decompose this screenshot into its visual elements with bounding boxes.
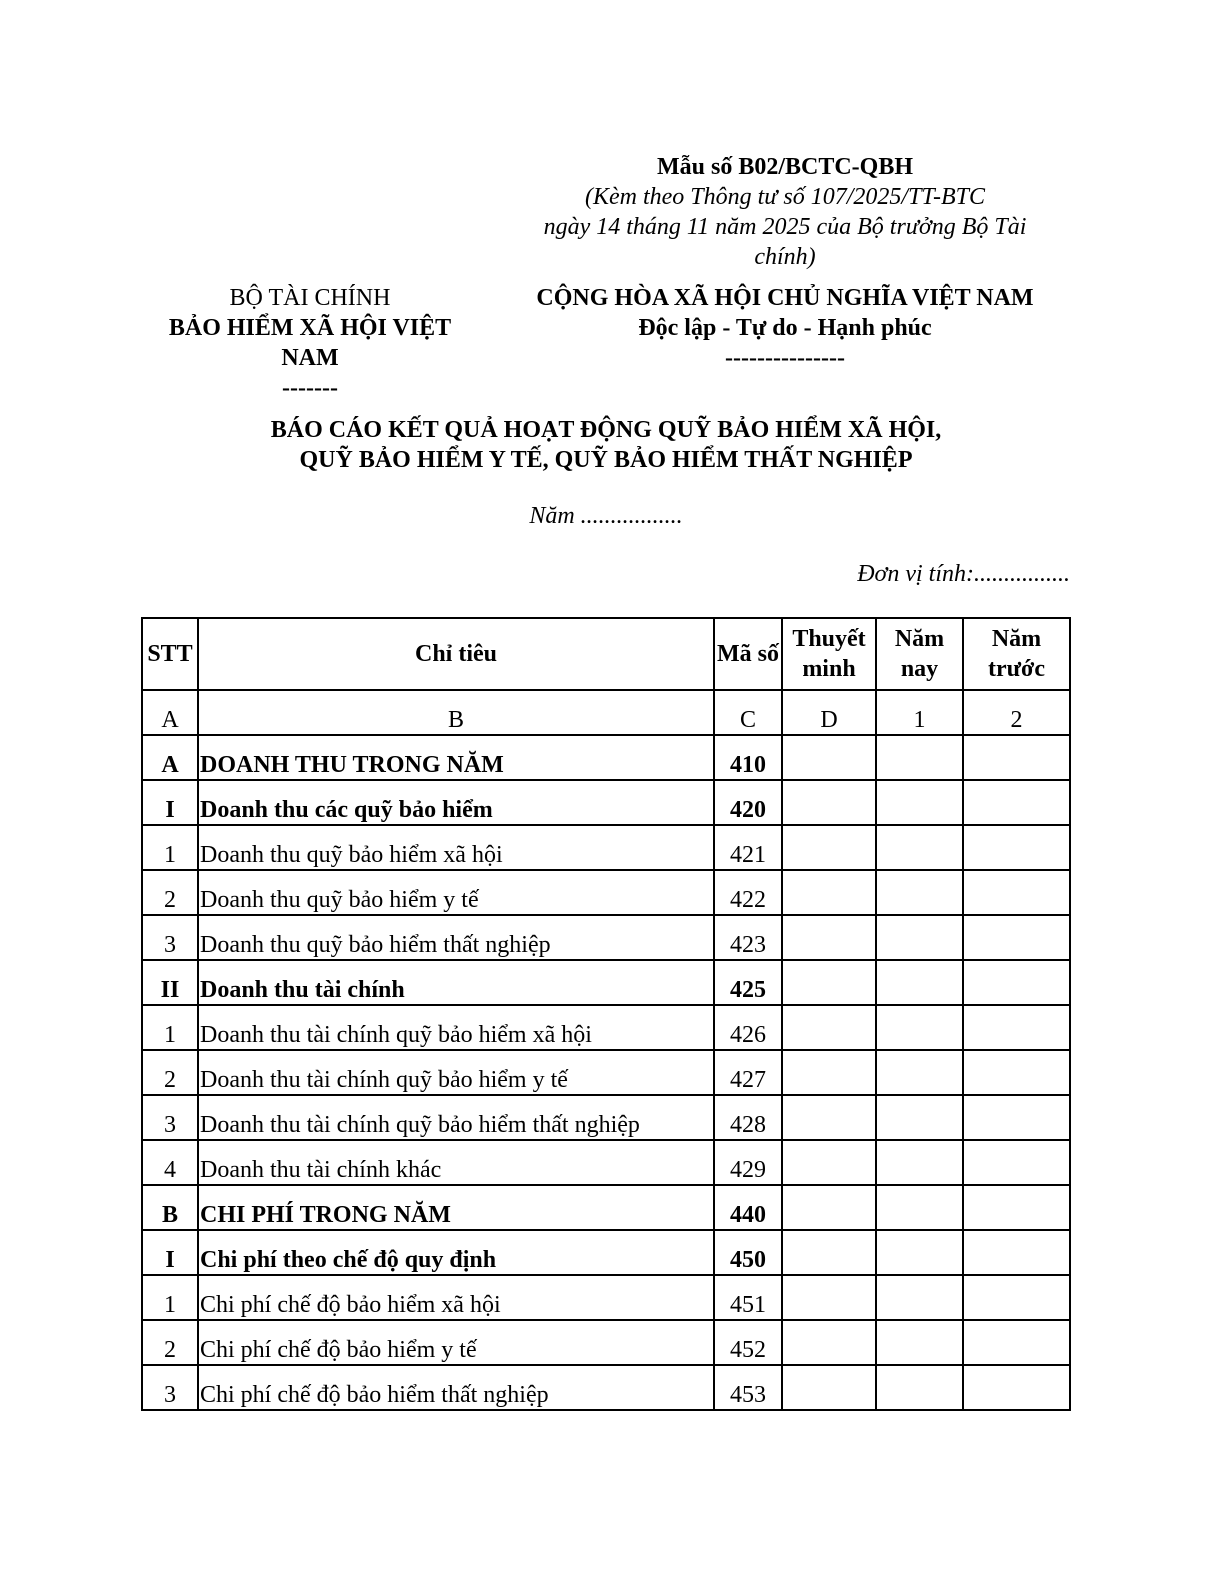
row-stt: 3 — [142, 1365, 198, 1410]
report-table — [141, 617, 1071, 1411]
row-this-year — [876, 780, 963, 825]
row-indicator: Chi phí theo chế độ quy định — [198, 1230, 714, 1275]
row-explanation — [782, 1275, 876, 1320]
row-stt: 4 — [142, 1140, 198, 1185]
row-last-year — [963, 1140, 1070, 1185]
table-row — [142, 1050, 1070, 1095]
row-this-year — [876, 825, 963, 870]
row-stt: 1 — [142, 825, 198, 870]
row-code: 440 — [714, 1185, 782, 1230]
row-stt: 2 — [142, 1050, 198, 1095]
report-title — [140, 415, 1072, 475]
row-last-year — [963, 825, 1070, 870]
header-stt: STT — [142, 618, 198, 690]
row-code: 426 — [714, 1005, 782, 1050]
column-letter: D — [782, 690, 876, 735]
column-letter-row — [142, 690, 1070, 735]
unit-of-measure: Đơn vị tính:................ — [857, 561, 1070, 587]
header-indicator: Chỉ tiêu — [198, 618, 714, 690]
row-this-year — [876, 1320, 963, 1365]
row-last-year — [963, 1230, 1070, 1275]
nation-separator: --------------- — [725, 345, 845, 371]
row-indicator: Chi phí chế độ bảo hiểm thất nghiệp — [198, 1365, 714, 1410]
row-stt: 1 — [142, 1005, 198, 1050]
header-code: Mã số — [714, 618, 782, 690]
row-indicator: Chi phí chế độ bảo hiểm y tế — [198, 1320, 714, 1365]
row-code: 422 — [714, 870, 782, 915]
form-note-line-2: ngày 14 tháng 11 năm 2025 của Bộ trưởng Bộ Tài — [543, 214, 1027, 240]
table-row — [142, 1185, 1070, 1230]
row-indicator: Doanh thu quỹ bảo hiểm thất nghiệp — [198, 915, 714, 960]
row-this-year — [876, 1005, 963, 1050]
row-indicator: Doanh thu quỹ bảo hiểm xã hội — [198, 825, 714, 870]
row-last-year — [963, 1005, 1070, 1050]
table-row — [142, 915, 1070, 960]
row-stt: II — [142, 960, 198, 1005]
national-motto: Độc lập - Tự do - Hạnh phúc — [638, 315, 932, 341]
row-code: 451 — [714, 1275, 782, 1320]
row-indicator: Doanh thu tài chính quỹ bảo hiểm thất nghiệp — [198, 1095, 714, 1140]
row-code: 428 — [714, 1095, 782, 1140]
table-row — [142, 1230, 1070, 1275]
row-this-year — [876, 1275, 963, 1320]
table-row — [142, 1320, 1070, 1365]
table-row — [142, 1095, 1070, 1140]
report-title-line-1: BÁO CÁO KẾT QUẢ HOẠT ĐỘNG QUỸ BẢO HIỂM XÃ HỘI, — [270, 417, 942, 443]
row-stt: B — [142, 1185, 198, 1230]
row-code: 410 — [714, 735, 782, 780]
row-indicator: DOANH THU TRONG NĂM — [198, 735, 714, 780]
row-last-year — [963, 1050, 1070, 1095]
row-last-year — [963, 915, 1070, 960]
row-indicator: Doanh thu tài chính — [198, 960, 714, 1005]
row-explanation — [782, 1230, 876, 1275]
row-last-year — [963, 1320, 1070, 1365]
header-this-year: Năm nay — [876, 618, 963, 690]
row-code: 452 — [714, 1320, 782, 1365]
column-letter: B — [198, 690, 714, 735]
row-this-year — [876, 1050, 963, 1095]
row-code: 429 — [714, 1140, 782, 1185]
table-row — [142, 870, 1070, 915]
row-code: 421 — [714, 825, 782, 870]
row-this-year — [876, 735, 963, 780]
table-row — [142, 780, 1070, 825]
row-explanation — [782, 870, 876, 915]
report-year: Năm ................. — [529, 503, 683, 529]
row-indicator: Doanh thu các quỹ bảo hiểm — [198, 780, 714, 825]
national-header — [505, 283, 1065, 373]
row-explanation — [782, 780, 876, 825]
table-row — [142, 1005, 1070, 1050]
row-last-year — [963, 1275, 1070, 1320]
row-code: 453 — [714, 1365, 782, 1410]
row-stt: 1 — [142, 1275, 198, 1320]
row-explanation — [782, 825, 876, 870]
organization-name-line-2: NAM — [281, 345, 339, 371]
row-explanation — [782, 915, 876, 960]
table-row — [142, 1365, 1070, 1410]
row-stt: A — [142, 735, 198, 780]
row-last-year — [963, 870, 1070, 915]
row-last-year — [963, 1365, 1070, 1410]
row-last-year — [963, 960, 1070, 1005]
row-explanation — [782, 1185, 876, 1230]
row-indicator: Doanh thu quỹ bảo hiểm y tế — [198, 870, 714, 915]
nation-name: CỘNG HÒA XÃ HỘI CHỦ NGHĨA VIỆT NAM — [536, 285, 1034, 311]
row-this-year — [876, 1365, 963, 1410]
row-last-year — [963, 1095, 1070, 1140]
row-this-year — [876, 1185, 963, 1230]
row-stt: 3 — [142, 915, 198, 960]
row-explanation — [782, 960, 876, 1005]
row-last-year — [963, 780, 1070, 825]
row-explanation — [782, 1005, 876, 1050]
form-note-line-3: chính) — [754, 244, 816, 270]
row-this-year — [876, 1095, 963, 1140]
row-explanation — [782, 1320, 876, 1365]
ministry-name: BỘ TÀI CHÍNH — [229, 285, 391, 311]
table-row — [142, 960, 1070, 1005]
row-code: 450 — [714, 1230, 782, 1275]
row-indicator: Chi phí chế độ bảo hiểm xã hội — [198, 1275, 714, 1320]
table-row — [142, 825, 1070, 870]
row-stt: 2 — [142, 870, 198, 915]
row-this-year — [876, 870, 963, 915]
row-stt: I — [142, 780, 198, 825]
row-last-year — [963, 1185, 1070, 1230]
row-indicator: Doanh thu tài chính quỹ bảo hiểm xã hội — [198, 1005, 714, 1050]
row-explanation — [782, 735, 876, 780]
row-code: 420 — [714, 780, 782, 825]
column-letter: A — [142, 690, 198, 735]
header-last-year: Năm trước — [963, 618, 1070, 690]
form-reference — [505, 152, 1065, 272]
table-row — [142, 735, 1070, 780]
row-indicator: Doanh thu tài chính khác — [198, 1140, 714, 1185]
agency-separator: ------- — [282, 375, 338, 401]
agency-header — [150, 283, 470, 403]
header-row — [142, 618, 1070, 690]
row-code: 423 — [714, 915, 782, 960]
header-explanation: Thuyết minh — [782, 618, 876, 690]
table-row — [142, 1140, 1070, 1185]
row-explanation — [782, 1050, 876, 1095]
row-stt: I — [142, 1230, 198, 1275]
column-letter: 1 — [876, 690, 963, 735]
row-stt: 2 — [142, 1320, 198, 1365]
form-note-line-1: (Kèm theo Thông tư số 107/2025/TT-BTC — [584, 184, 985, 210]
row-code: 427 — [714, 1050, 782, 1095]
row-explanation — [782, 1140, 876, 1185]
column-letter: C — [714, 690, 782, 735]
row-stt: 3 — [142, 1095, 198, 1140]
row-this-year — [876, 960, 963, 1005]
organization-name-line-1: BẢO HIỂM XÃ HỘI VIỆT — [168, 315, 452, 341]
row-explanation — [782, 1365, 876, 1410]
row-code: 425 — [714, 960, 782, 1005]
table-row — [142, 1275, 1070, 1320]
row-this-year — [876, 1230, 963, 1275]
report-title-line-2: QUỸ BẢO HIỂM Y TẾ, QUỸ BẢO HIỂM THẤT NGHIỆP — [299, 447, 913, 473]
row-explanation — [782, 1095, 876, 1140]
row-indicator: Doanh thu tài chính quỹ bảo hiểm y tế — [198, 1050, 714, 1095]
row-this-year — [876, 915, 963, 960]
row-last-year — [963, 735, 1070, 780]
row-this-year — [876, 1140, 963, 1185]
column-letter: 2 — [963, 690, 1070, 735]
form-code: Mẫu số B02/BCTC-QBH — [656, 154, 914, 180]
row-indicator: CHI PHÍ TRONG NĂM — [198, 1185, 714, 1230]
